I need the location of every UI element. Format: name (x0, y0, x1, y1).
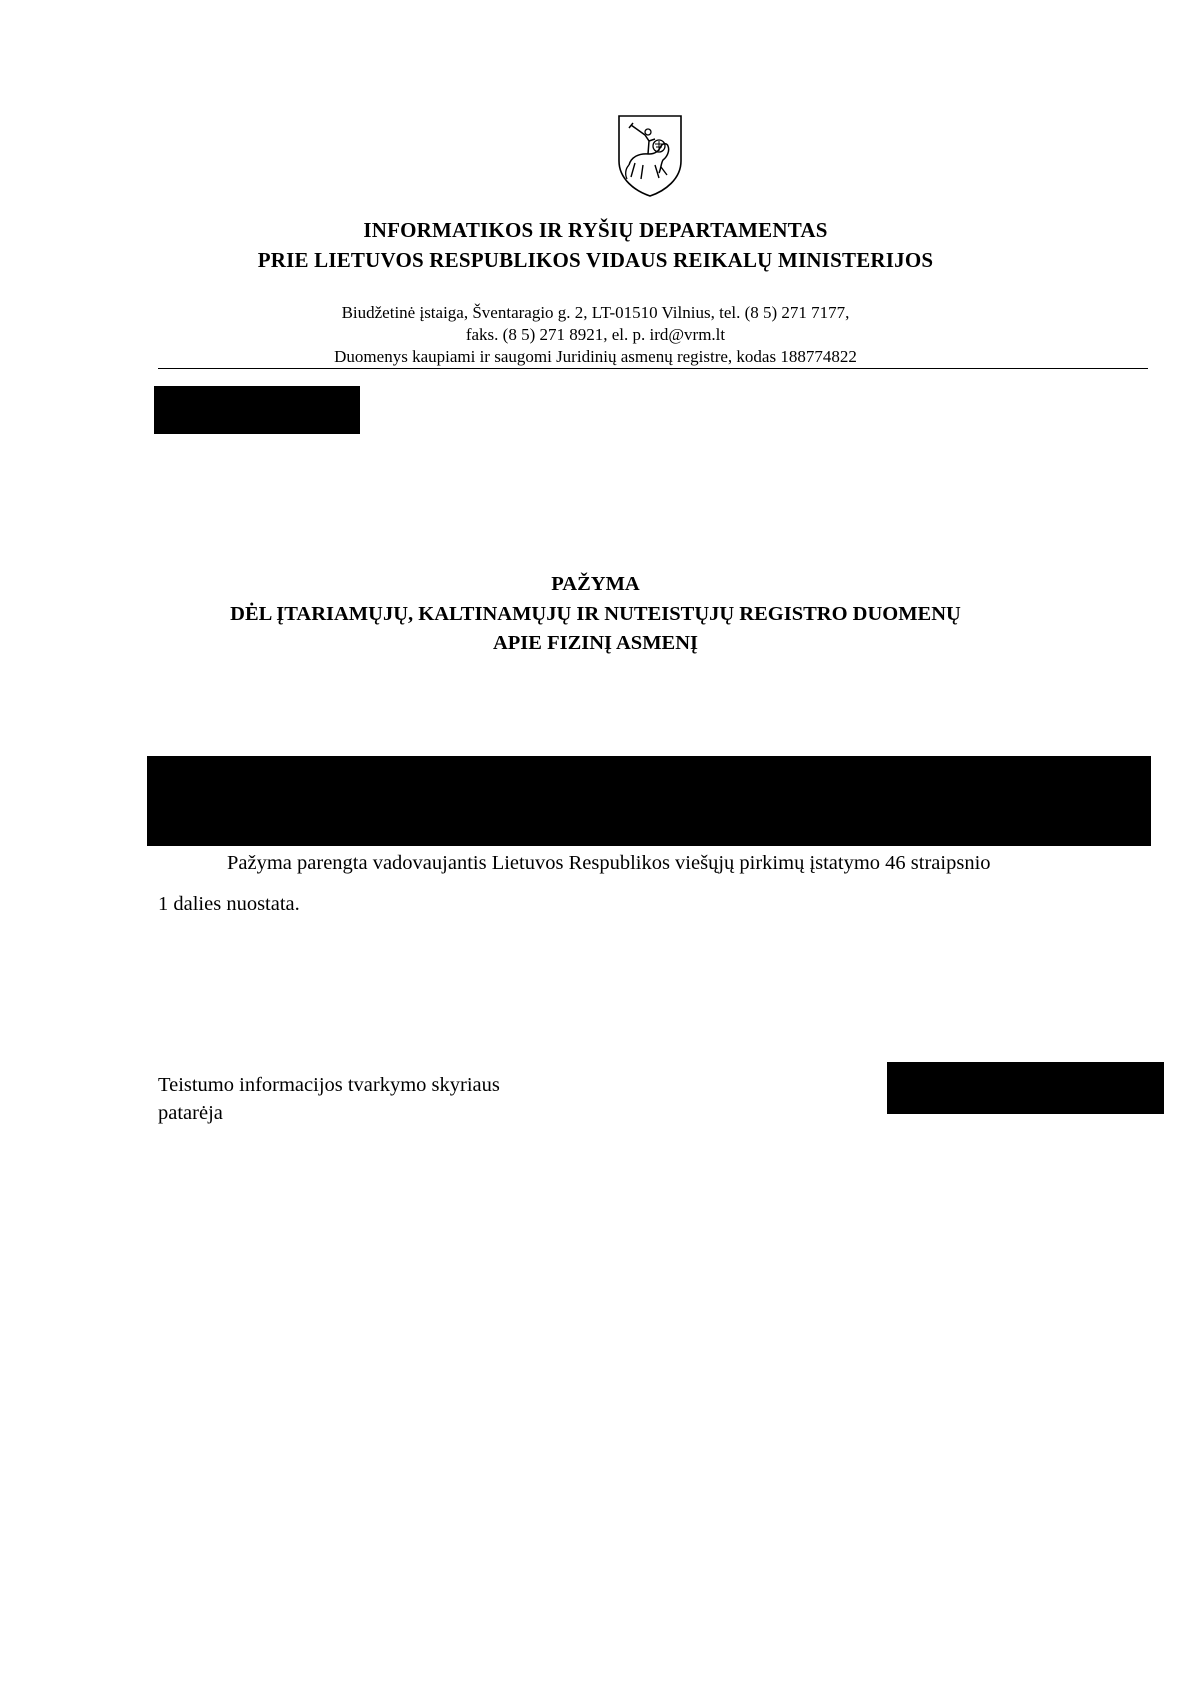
signatory-position-line1: Teistumo informacijos tvarkymo skyriaus (158, 1074, 500, 1096)
address-line1: Biudžetinė įstaiga, Šventaragio g. 2, LT-01510 Vilnius, tel. (8 5) 271 7177, (341, 303, 850, 322)
redaction-block-signatory-name (887, 1062, 1164, 1114)
registry-line: Duomenys kaupiami ir saugomi Juridinių asmenų registre, kodas 188774822 (334, 347, 857, 366)
signatory-position-line2: patarėja (158, 1102, 223, 1124)
organization-name-line1: INFORMATIKOS IR RYŠIŲ DEPARTAMENTAS (363, 218, 828, 242)
address-line2: faks. (8 5) 271 8921, el. p. ird@vrm.lt (465, 325, 726, 344)
lithuanian-coat-of-arms-icon (615, 113, 685, 198)
body-paragraph-line2: 1 dalies nuostata. (158, 893, 300, 915)
organization-name-line2: PRIE LIETUVOS RESPUBLIKOS VIDAUS REIKALŲ MINISTERIJOS (257, 248, 934, 272)
document-title: PAŽYMA (551, 573, 640, 595)
redaction-block-recipient (154, 386, 360, 434)
document-subtitle-line2: APIE FIZINĮ ASMENĮ (492, 632, 699, 654)
document-subtitle-line1: DĖL ĮTARIAMŲJŲ, KALTINAMŲJŲ IR NUTEISTŲJŲ REGISTRO DUOMENŲ (230, 603, 961, 625)
body-paragraph-line1: Pažyma parengta vadovaujantis Lietuvos Respublikos viešųjų pirkimų įstatymo 46 straipsnio (227, 852, 991, 874)
header-divider (158, 368, 1148, 369)
redaction-block-content (147, 756, 1151, 846)
